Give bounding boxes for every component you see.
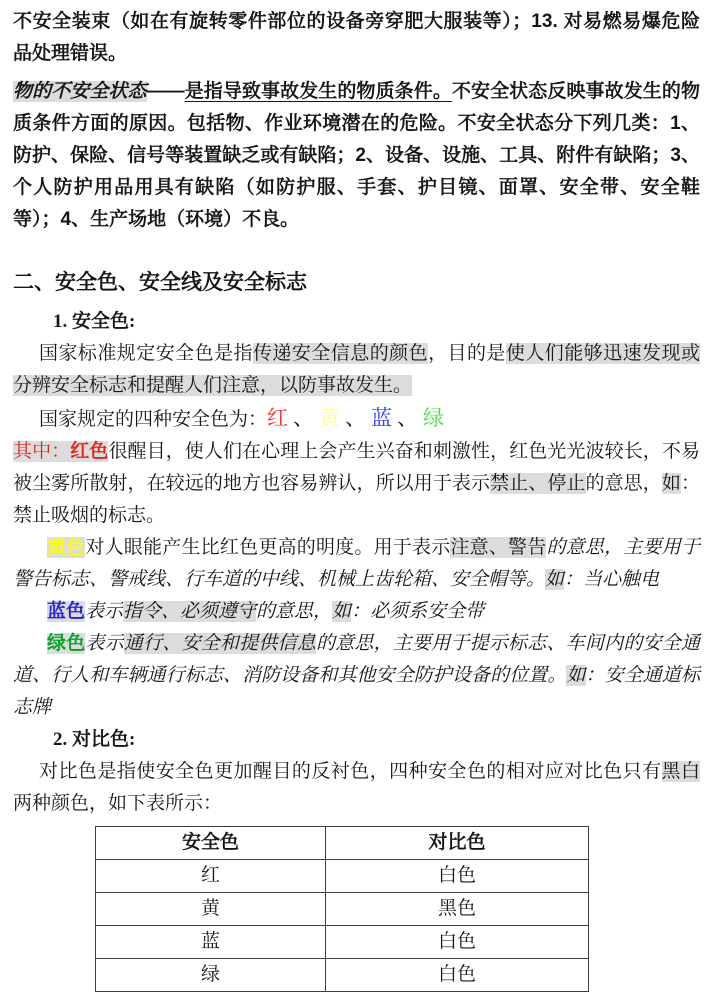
paragraph-unsafe-state-definition xyxy=(13,76,700,236)
cell-safety-color: 红 xyxy=(96,860,326,893)
cell-contrast-color: 白色 xyxy=(326,959,589,992)
highlight-ru-2: 如 xyxy=(545,569,565,590)
cell-contrast-color: 白色 xyxy=(326,860,589,893)
highlight-ru-3: 如 xyxy=(332,601,352,622)
cell-contrast-color: 黑色 xyxy=(326,893,589,926)
highlight-pass-safe-info: 通行、安全和提供信息 xyxy=(123,633,316,654)
paragraph-green-color: 绿色表示通行、安全和提供信息的意思，主要用于提示标志、车间内的安全通道、行人和车辆通行标志、消防设备和其他安全防护设备的位置。如：安全通道标志牌 xyxy=(13,633,700,718)
paragraph-national-standard: 国家标准规定安全色是指传递安全信息的颜色，目的是使人们能够迅速发现或分辨安全标志和提醒人们注意，以防事故发生。 xyxy=(13,343,700,396)
cell-safety-color: 蓝 xyxy=(96,926,326,959)
highlight-color-conveying-info: 传递安全信息的颜色 xyxy=(252,343,429,364)
definition-rest: 不安全状态反映事故发生的物质条件方面的原因。包括物、作业环境潜在的危险。不安全状态分下列几类：1、防护、保险、信号等装置缺乏或有缺陷；2、设备、设施、工具、附件有缺陷；3、个人防护用品用具有缺陷（如防护服、手套、护目镜、面罩、安全带、安全鞋等）；4、生产场地（环境）不良。 xyxy=(13,81,700,230)
color-char-yellow: 黄 xyxy=(319,406,346,430)
label-blue-color: 蓝色 xyxy=(47,601,86,622)
highlight-mandatory: 指令、必须遵守 xyxy=(123,601,257,622)
paragraph-four-colors: 国家规定的四种安全色为：红、黄、蓝、绿 xyxy=(39,406,450,430)
header-contrast-color: 对比色 xyxy=(326,827,589,860)
subheading-safety-color: 1. 安全色: xyxy=(53,311,136,332)
table-row xyxy=(96,926,589,959)
paragraph-red-color: 其中：红色很醒目，使人们在心理上会产生兴奋和刺激性，红色光光波较长，不易被尘雾所散射，在较远的地方也容易辨认，所以用于表示禁止、停止的意思，如：禁止吸烟的标志。 xyxy=(13,441,700,526)
label-green-color: 绿色 xyxy=(47,633,86,654)
paragraph-unsafe-dress xyxy=(13,6,700,70)
table-row xyxy=(96,893,589,926)
highlight-purpose: 使人们能够迅速发现或分辨安全标志和提醒人们注意，以防事故发生。 xyxy=(13,343,700,396)
cell-contrast-color: 白色 xyxy=(326,926,589,959)
em-dash: —— xyxy=(146,81,185,102)
label-yellow-color: 黄色 xyxy=(47,537,86,558)
paragraph-contrast-definition: 对比色是指使安全色更加醒目的反衬色，四种安全色的相对应对比色只有黑白两种颜色，如下表所示： xyxy=(13,761,700,814)
table-header-row xyxy=(96,827,589,860)
highlight-ru-4: 如 xyxy=(566,665,586,686)
term-unsafe-state: 物的不安全状态 xyxy=(13,81,147,102)
highlight-prohibit-stop: 禁止、停止 xyxy=(490,473,586,494)
subheading-contrast-color: 2. 对比色: xyxy=(53,729,136,750)
paragraph-yellow-color: 黄色对人眼能产生比红色更高的明度。用于表示注意、警告的意思，主要用于警告标志、警戒线、行车道的中线、机械上齿轮箱、安全帽等。如：当心触电 xyxy=(13,537,700,590)
highlight-ru-1: 如 xyxy=(661,473,681,494)
highlight-black-white: 黑白 xyxy=(661,761,700,782)
color-char-red: 红 xyxy=(267,406,294,430)
contrast-color-table xyxy=(95,826,589,992)
cell-safety-color: 黄 xyxy=(96,893,326,926)
paragraph-blue-color: 蓝色表示指令、必须遵守的意思，如：必须系安全带 xyxy=(47,601,485,622)
section-heading-safety-colors: 二、安全色、安全线及安全标志 xyxy=(13,270,307,294)
table-row xyxy=(96,959,589,992)
lead-among-them: 其中： xyxy=(13,441,71,462)
unsafe-dress-text: 不安全装束（如在有旋转零件部位的设备旁穿肥大服装等）；13. 对易燃易爆危险品处理错误。 xyxy=(13,11,700,64)
highlight-attention-warning: 注意、警告 xyxy=(450,537,547,558)
header-safety-color: 安全色 xyxy=(96,827,326,860)
cell-safety-color: 绿 xyxy=(96,959,326,992)
table-row xyxy=(96,860,589,893)
definition-underlined: 是指导致事故发生的物质条件。 xyxy=(184,81,452,102)
label-red-color: 红色 xyxy=(70,441,109,462)
color-char-blue: 蓝 xyxy=(371,406,398,430)
color-char-green: 绿 xyxy=(423,406,450,430)
